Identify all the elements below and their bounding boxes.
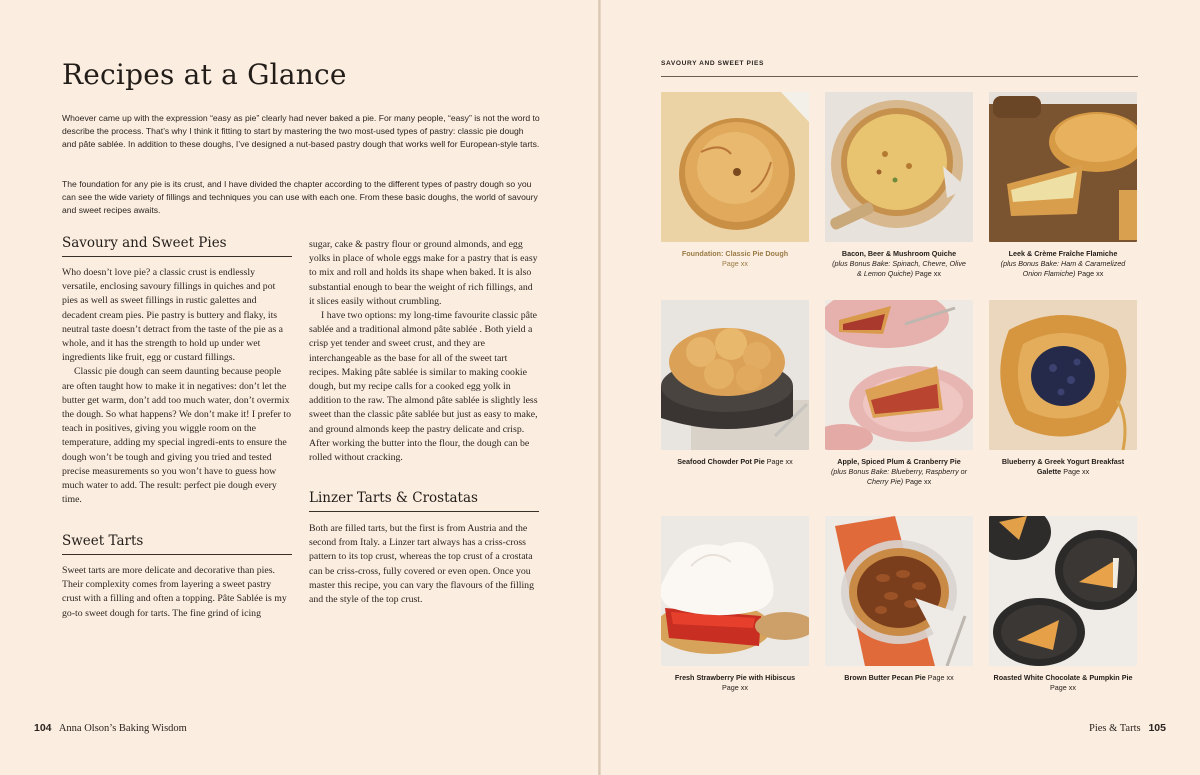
- caption-flamiche: [989, 249, 1137, 278]
- recipe-name: Foundation: Classic Pie Dough: [681, 249, 789, 258]
- photo-classic-pie-dough: [661, 92, 809, 242]
- right-page: [600, 0, 1200, 775]
- recipe-tile-pumpkin-pie[interactable]: [989, 516, 1137, 693]
- caption-apple-plum-pie: [825, 457, 973, 486]
- savoury-text: [62, 266, 292, 507]
- recipe-page: Page xx: [722, 682, 748, 692]
- recipe-tile-strawberry-pie[interactable]: [661, 516, 809, 693]
- caption-pumpkin-pie: [989, 673, 1137, 693]
- kicker-rule: [661, 76, 1138, 77]
- recipe-bonus: (plus Bonus Bake: Spinach, Chevre, Olive & Lemon Quiche): [832, 258, 966, 278]
- recipe-bonus: (plus Bonus Bake: Blueberry, Raspberry or Cherry Pie): [830, 466, 968, 486]
- recipe-name: Leek & Crème Fraîche Flamiche: [1008, 249, 1118, 258]
- recipe-name: Apple, Spiced Plum & Cranberry Pie: [837, 457, 961, 466]
- folio-left: [34, 722, 187, 734]
- recipe-name: Blueberry & Greek Yogurt Breakfast Galette: [1001, 457, 1125, 476]
- photo-blueberry-galette: [989, 300, 1137, 450]
- recipe-name: Seafood Chowder Pot Pie: [677, 457, 765, 466]
- folio-right: [1089, 722, 1166, 734]
- section-kicker: SAVOURY AND SWEET PIES: [661, 60, 764, 67]
- recipe-page: Page xx: [722, 258, 748, 268]
- recipe-page: Page xx: [905, 476, 932, 486]
- caption-pot-pie: [661, 457, 809, 467]
- recipe-page: Page xx: [927, 673, 954, 682]
- sweet-paragraph-1: Sweet tarts are more delicate and decorative than pies. Their complexity comes from layering a sweet pastry crust with a filling and often a topping. Pâte Sablée is my go-to sweet dough for tarts. The fine grind of icing: [62, 565, 287, 619]
- caption-pecan-pie: [825, 673, 973, 683]
- photo-pecan-pie: [825, 516, 973, 666]
- heading-sweet-tarts: Sweet Tarts: [62, 533, 292, 555]
- photo-flamiche: [989, 92, 1137, 242]
- photo-pot-pie: [661, 300, 809, 450]
- recipe-page: Page xx: [914, 268, 941, 278]
- recipe-name: Roasted White Chocolate & Pumpkin Pie: [993, 673, 1133, 682]
- recipe-page: Page xx: [1063, 466, 1090, 476]
- caption-quiche: [825, 249, 973, 278]
- linzer-text: [309, 522, 539, 607]
- recipe-tile-apple-plum-pie[interactable]: [825, 300, 973, 486]
- sweet-paragraph-continued: sugar, cake & pastry flour or ground almonds, and egg yolks in place of whole eggs make for a pastry that is easy to mix and roll and holds its shape when baked. It is also substantial enough to bear the weight of rich fillings, and it slices easily without crumbling.: [309, 239, 538, 307]
- recipe-tile-pecan-pie[interactable]: [825, 516, 973, 683]
- savoury-paragraph-2: Classic pie dough can seem daunting because people are often taught how to make it in negatives: don’t let the butter get warm, don’t add too much water, don’t overmix the dough. So what happens? We don’t make it! I prefer to teach in positives, giving you wiggle room on the temperature, adding my special ingredi-ents to ensure the dough won’t be tough and giving you tried and tested precise measurements so you won’t have to guess how much water to add. The result: perfect pie dough every time.: [62, 366, 292, 506]
- page-number-left: 104: [34, 722, 52, 734]
- recipe-name: Bacon, Beer & Mushroom Quiche: [841, 249, 957, 258]
- linzer-paragraph-1: Both are filled tarts, but the first is from Austria and the second from Italy. a Linzer tart always has a criss-cross pattern to its top crust, whereas the top crust of a crostata can be criss-cross, fully covered or even open. Once you master this recipe, you can vary the flavours of the filling and the style of the top crust.: [309, 523, 534, 606]
- recipe-name: Brown Butter Pecan Pie: [844, 673, 926, 682]
- photo-strawberry-pie: [661, 516, 809, 666]
- sweet-text-continued: [309, 238, 539, 465]
- photo-apple-plum-pie: [825, 300, 973, 450]
- page-title: Recipes at a Glance: [62, 58, 347, 91]
- sweet-paragraph-2: I have two options: my long-time favourite classic pâte sablée and a traditional almond pâte sablée . Both yield a crisp yet tender and sweet crust, and they are interchangeable as the base for all of the sweet tart recipes. Making pâte sablée is similar to making cookie dough, but my recipe calls for a cooked egg yolk in addition to the raw. The almond pâte sablée is slightly less sweet than the classic pâte sablée but just as easy to make, and ground almonds keep the pastry delicate and crisp. After working the butter into the flour, the dough can be rolled without cracking.: [309, 310, 538, 464]
- recipe-page: Page xx: [1050, 682, 1076, 692]
- heading-savoury-sweet-pies: Savoury and Sweet Pies: [62, 235, 292, 257]
- recipe-bonus: (plus Bonus Bake: Ham & Caramelized Onion Flamiche): [1000, 258, 1126, 278]
- page-number-right: 105: [1148, 722, 1166, 734]
- heading-linzer-crostatas: Linzer Tarts & Crostatas: [309, 490, 539, 512]
- running-footer-right: Pies & Tarts: [1089, 723, 1141, 734]
- photo-quiche: [825, 92, 973, 242]
- recipe-tile-quiche[interactable]: [825, 92, 973, 278]
- caption-strawberry-pie: [661, 673, 809, 693]
- intro-paragraph-2: The foundation for any pie is its crust, and I have divided the chapter according to the different types of pastry dough so you can see the wide variety of fillings and techniques you can use with each one. From these basic doughs, the world of savoury and sweet recipes awaits.: [62, 179, 538, 216]
- recipe-tile-flamiche[interactable]: [989, 92, 1137, 278]
- caption-classic-pie-dough: [661, 249, 809, 269]
- recipe-tile-pot-pie[interactable]: [661, 300, 809, 467]
- recipe-page: Page xx: [766, 457, 793, 466]
- recipe-name: Fresh Strawberry Pie with Hibiscus: [674, 673, 796, 682]
- caption-blueberry-galette: [989, 457, 1137, 477]
- running-footer-left: Anna Olson’s Baking Wisdom: [58, 723, 187, 734]
- savoury-paragraph-1: Who doesn’t love pie? a classic crust is endlessly versatile, enclosing savoury fillings in quiches and pot pies as well as sweet fillings in rustic galettes and decadent cream pies. Pie pastry is buttery and flaky, its neutral taste doesn’t detract from the taste of the pie as a whole, and it has the strength to hold up under wet ingredients like fruit, egg or custard fillings.: [62, 267, 283, 364]
- photo-pumpkin-pie: [989, 516, 1137, 666]
- recipe-tile-blueberry-galette[interactable]: [989, 300, 1137, 477]
- intro-paragraph-1: Whoever came up with the expression “easy as pie” clearly had never baked a pie. For many people, “easy” is not the word to describe the process. That’s why I think it fitting to start by mastering the two most-used types of pastry: classic pie dough and pâte sablée. In addition to these doughs, I’ve designed a nut-based pastry dough that works well for European-style tarts.: [62, 113, 540, 150]
- recipe-tile-classic-pie-dough[interactable]: [661, 92, 809, 269]
- sweet-text: [62, 564, 292, 621]
- recipe-page: Page xx: [1077, 268, 1104, 278]
